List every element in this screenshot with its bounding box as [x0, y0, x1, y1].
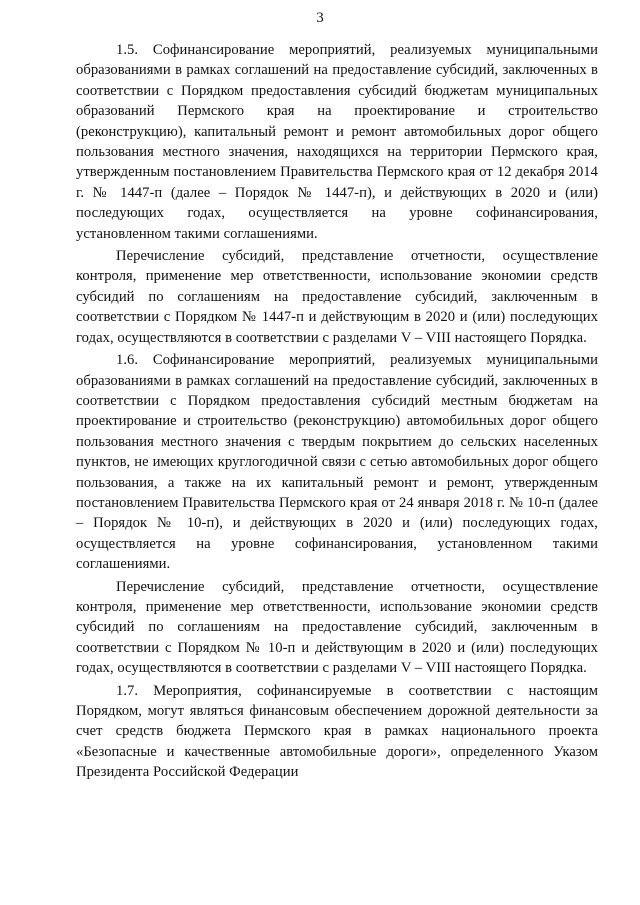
paragraph-1-6-transfer: Перечисление субсидий, представление отчетности, осуществление контроля, применение мер ответственности, использование экономии средств субсидий по соглашениям на предоставление субсидий, заключенным в соответствии с Порядком № 10-п и действующим в 2020 и (или) последующих годах, осуществляются в соответствии с разделами V – VIII настоящего Порядка. — [76, 578, 598, 677]
paragraph-1-7: 1.7. Мероприятия, софинансируемые в соответствии с настоящим Порядком, могут являться финансовым обеспечением дорожной деятельности за счет средств бюджета Пермского края в рамках национального проекта «Безопасные и качественные автомобильные дороги», определенного Указом Президента Российской Федерации — [76, 682, 598, 781]
paragraph-1-5: 1.5. Софинансирование мероприятий, реализуемых муниципальными образованиями в рамках соглашений на предоставление субсидий, заключенных в соответствии с Порядком предоставления субсидий бюджетам муниципальных образований Пермского края на проектирование и строительство (реконструкцию), капитальный ремонт и ремонт автомобильных дорог общего пользования местного значения, находящихся на территории Пермского края, утвержденным постановлением Правительства Пермского края от 12 декабря 2014 г. № 1447-п (далее – Порядок № 1447-п), и действующих в 2020 и (или) последующих годах, осуществляется на уровне софинансирования, установленном такими соглашениями. — [76, 42, 598, 242]
paragraph-1-6: 1.6. Софинансирование мероприятий, реализуемых муниципальными образованиями в рамках соглашений на предоставление субсидий, заключенных в соответствии с Порядком предоставления субсидий местным бюджетам на проектирование и строительство (реконструкцию) автомобильных дорог общего пользования местного значения с твердым покрытием до сельских населенных пунктов, не имеющих круглогодичной связи с сетью автомобильных дорог общего пользования, а также на их капитальный ремонт и ремонт, утвержденным постановлением Правительства Пермского края от 24 января 2018 г. № 10-п (далее – Порядок № 10-п), и действующих в 2020 и (или) последующих годах, осуществляется на уровне софинансирования, установленном такими соглашениями. — [76, 352, 598, 573]
page-number: 3 — [316, 10, 324, 26]
document-body — [76, 40, 598, 785]
paragraph-1-5-transfer: Перечисление субсидий, представление отчетности, осуществление контроля, применение мер ответственности, использование экономии средств субсидий по соглашениям на предоставление субсидий, заключенным в соответствии с Порядком № 1447-п и действующим в 2020 и (или) последующих годах, осуществляются в соответствии с разделами V – VIII настоящего Порядка. — [76, 248, 598, 346]
